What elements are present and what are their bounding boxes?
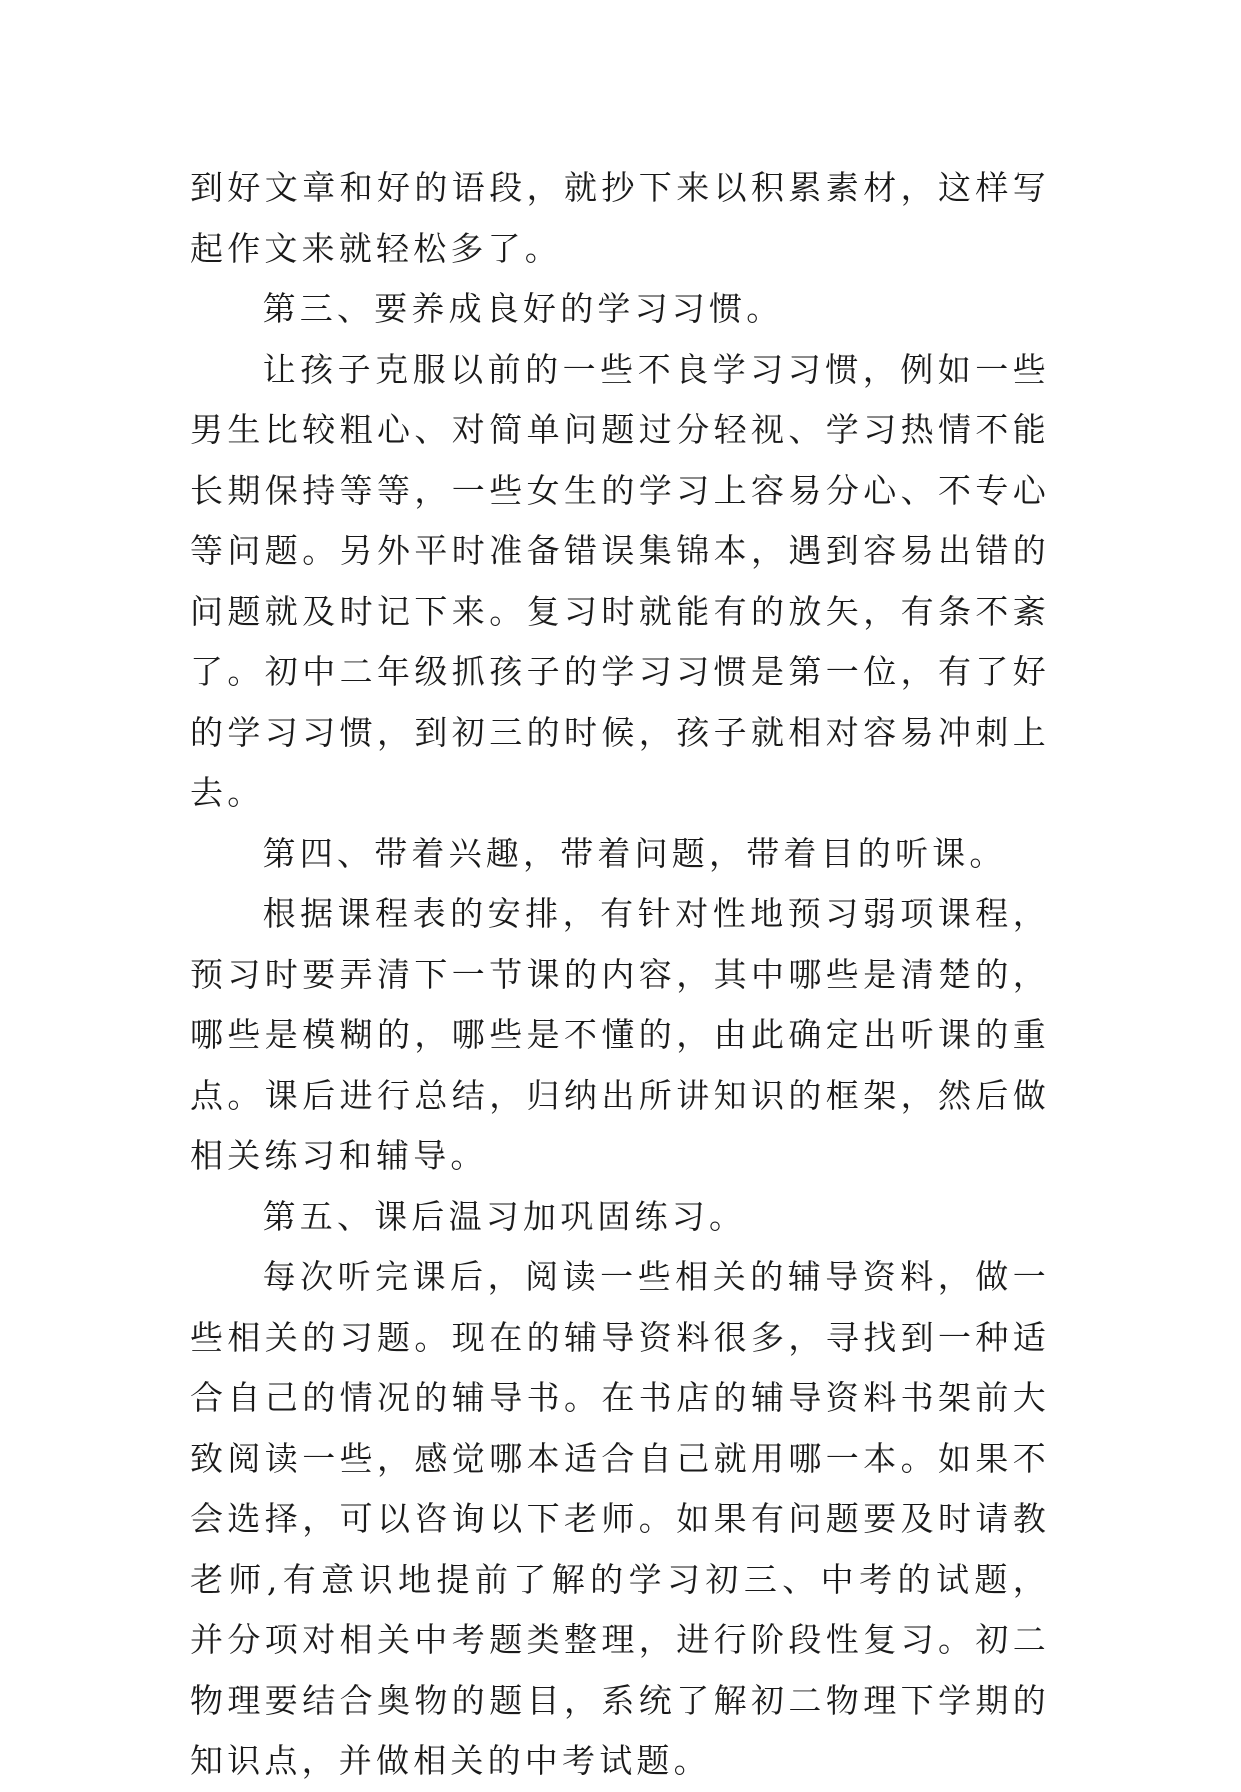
paragraph-listening: 根据课程表的安排，有针对性地预习弱项课程，预习时要弄清下一节课的内容，其中哪些是清楚的，哪些是模糊的，哪些是不懂的，由此确定出听课的重点。课后进行总结，归纳出所讲知识的框架，然后做相关练习和辅导。 — [190, 894, 1050, 1175]
paragraph-continuation: 到好文章和好的语段，就抄下来以积累素材，这样写起作文来就轻松多了。 — [190, 168, 1050, 268]
section-heading-4: 第四、带着兴趣，带着问题，带着目的听课。 — [262, 833, 1007, 873]
paragraph-review-practice: 每次听完课后，阅读一些相关的辅导资料，做一些相关的习题。现在的辅导资料很多，寻找到一种适合自己的情况的辅导书。在书店的辅导资料书架前大致阅读一些，感觉哪本适合自己就用哪一本。如果不会选择，可以咨询以下老师。如果有问题要及时请教老师,有意识地提前了解的学习初三、中考的试题，并分项对相关中考题类整理，进行阶段性复习。初二物理要结合奥物的题目，系统了解初二物理下学期的知识点，并做相关的中考试题。 — [190, 1257, 1050, 1780]
section-heading-3: 第三、要养成良好的学习习惯。 — [262, 289, 784, 328]
document-body — [190, 158, 1050, 1792]
section-heading-5: 第五、课后温习加巩固练习。 — [262, 1196, 747, 1236]
paragraph-study-habits: 让孩子克服以前的一些不良学习习惯，例如一些男生比较粗心、对简单问题过分轻视、学习热情不能长期保持等等，一些女生的学习上容易分心、不专心等问题。另外平时准备错误集锦本，遇到容易出错的问题就及时记下来。复习时就能有的放矢，有条不紊了。初中二年级抓孩子的学习习惯是第一位，有了好的学习习惯，到初三的时候，孩子就相对容易冲刺上去。 — [190, 349, 1050, 812]
